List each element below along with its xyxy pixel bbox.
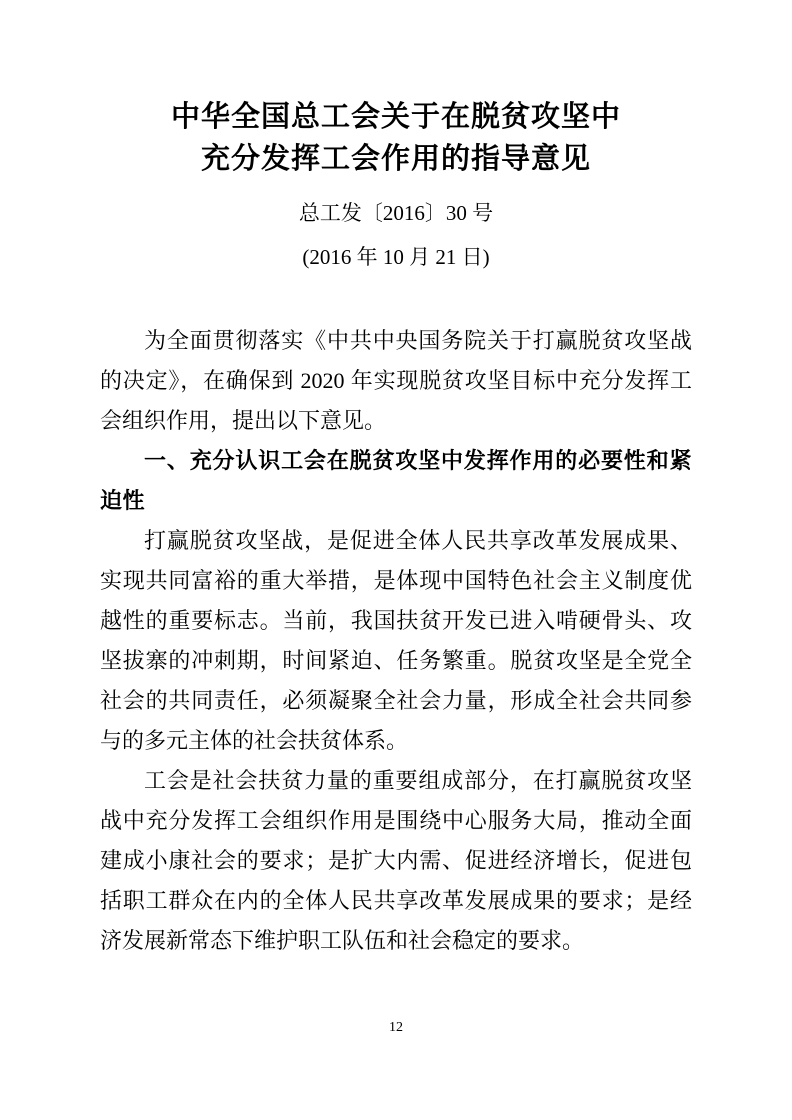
document-title-line-2: 充分发挥工会作用的指导意见: [200, 143, 591, 175]
page-number: 12: [389, 1020, 403, 1035]
document-number: 总工发〔2016〕30 号: [298, 201, 494, 225]
paragraph-intro: 为全面贯彻落实《中共中央国务院关于打赢脱贫攻坚战的决定》，在确保到 2020 年实现脱贫攻坚目标中充分发挥工会组织作用，提出以下意见。: [100, 328, 692, 433]
document-title: [100, 96, 692, 180]
paragraph-necessity: 打赢脱贫攻坚战，是促进全体人民共享改革发展成果、实现共同富裕的重大举措，是体现中国特色社会主义制度优越性的重要标志。当前，我国扶贫开发已进入啃硬骨头、攻坚拔寨的冲刺期，时间紧迫、任务繁重。脱贫攻坚是全党全社会的共同责任，必须凝聚全社会力量，形成全社会共同参与的多元主体的社会扶贫体系。: [100, 528, 692, 753]
document-body: [100, 321, 692, 961]
paragraph-union-role: 工会是社会扶贫力量的重要组成部分，在打赢脱贫攻坚战中充分发挥工会组织作用是围绕中心服务大局，推动全面建成小康社会的要求；是扩大内需、促进经济增长，促进包括职工群众在内的全体人民共享改革发展成果的要求；是经济发展新常态下维护职工队伍和社会稳定的要求。: [100, 768, 692, 953]
section-heading-1: 一、充分认识工会在脱贫攻坚中发挥作用的必要性和紧迫性: [100, 448, 692, 513]
document-date: (2016 年 10 月 21 日): [302, 245, 490, 269]
document-title-line-1: 中华全国总工会关于在脱贫攻坚中: [170, 101, 621, 133]
